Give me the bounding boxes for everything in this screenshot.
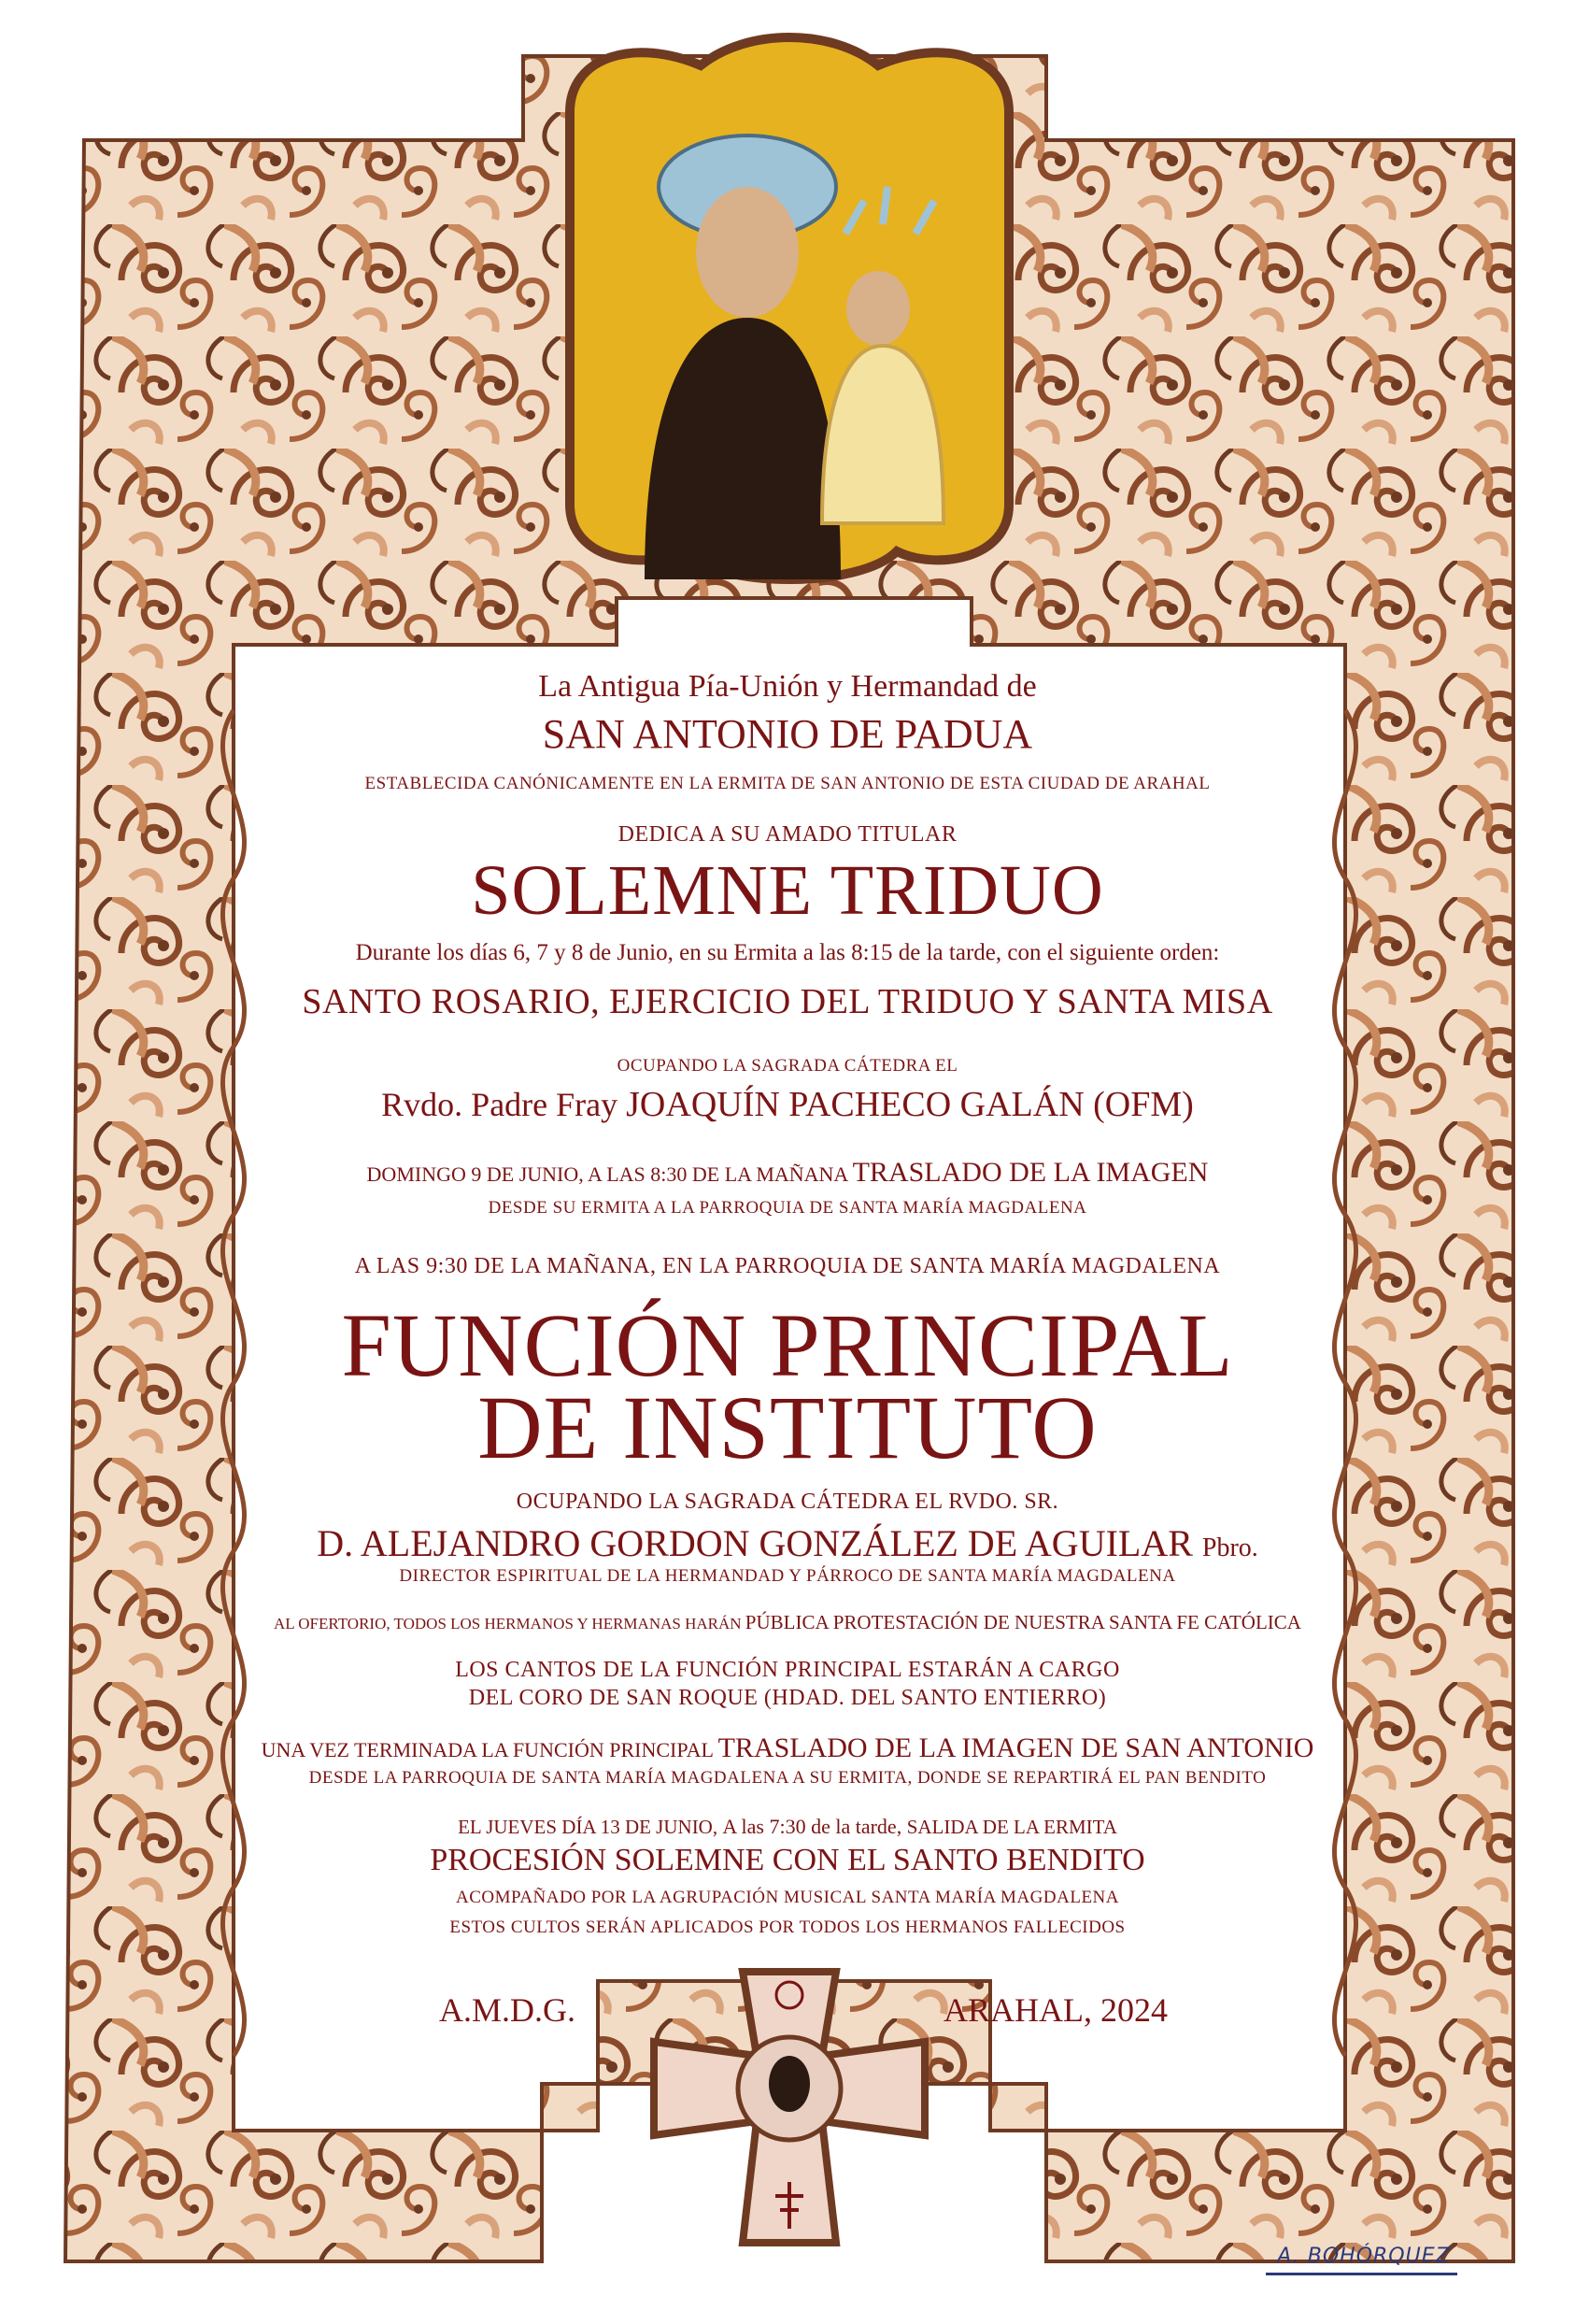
choir-line2: DEL CORO DE SAN ROQUE (HDAD. DEL SANTO ENTIERRO) <box>468 1686 1107 1710</box>
triduo-order: SANTO ROSARIO, EJERCICIO DEL TRIDUO Y SANTA MISA <box>302 982 1273 1021</box>
dedication-line: DEDICA A SU AMADO TITULAR <box>617 822 958 847</box>
funcion-preacher-role: DIRECTOR ESPIRITUAL DE LA HERMANDAD Y PÁRROCO DE SANTA MARÍA MAGDALENA <box>399 1566 1176 1586</box>
preacher-name: JOAQUÍN PACHECO GALÁN (OFM) <box>626 1085 1194 1124</box>
funcion-title-line2: DE INSTITUTO <box>477 1377 1098 1477</box>
saint-anthony-medallion <box>570 37 1009 579</box>
offertory-line <box>0 1611 1575 1634</box>
funcion-preacher-suffix: Pbro. <box>1201 1533 1258 1562</box>
triduo-preacher-intro: OCUPANDO LA SAGRADA CÁTEDRA EL <box>617 1056 958 1076</box>
procession-dedication: ESTOS CULTOS SERÁN APLICADOS POR TODOS LOS HERMANOS FALLECIDOS <box>449 1918 1126 1937</box>
funcion-preacher-name: D. ALEJANDRO GORDON GONZÁLEZ DE AGUILAR <box>317 1522 1202 1564</box>
return-route: DESDE LA PARROQUIA DE SANTA MARÍA MAGDALENA A SU ERMITA, DONDE SE REPARTIRÁ EL PAN BENDITO <box>308 1768 1267 1788</box>
brotherhood-name: SAN ANTONIO DE PADUA <box>542 711 1033 757</box>
establishment-note: ESTABLECIDA CANÓNICAMENTE EN LA ERMITA DE SAN ANTONIO DE ESTA CIUDAD DE ARAHAL <box>364 774 1211 793</box>
header-line: La Antigua Pía-Unión y Hermandad de <box>538 669 1037 704</box>
triduo-preacher <box>0 1084 1575 1125</box>
triduo-schedule: Durante los días 6, 7 y 8 de Junio, en su Ermita a las 8:15 de la tarde, con el siguiente orden: <box>355 940 1220 965</box>
procession-date-b: A las 7:30 de la tarde, <box>722 1815 907 1838</box>
offertory-b: PÚBLICA PROTESTACIÓN DE NUESTRA SANTA FE CATÓLICA <box>745 1611 1301 1633</box>
return-b: TRASLADO DE LA IMAGEN DE SAN ANTONIO <box>717 1732 1314 1763</box>
transfer-date: DOMINGO 9 DE JUNIO, A LAS 8:30 DE LA MAÑANA <box>366 1162 853 1186</box>
choir-line1: LOS CANTOS DE LA FUNCIÓN PRINCIPAL ESTARÁN A CARGO <box>455 1658 1120 1682</box>
transfer-route: DESDE SU ERMITA A LA PARROQUIA DE SANTA MARÍA MAGDALENA <box>488 1198 1087 1218</box>
signature-underline <box>1266 2273 1457 2275</box>
procession-date <box>0 1815 1575 1839</box>
procession-date-a: EL JUEVES DÍA 13 DE JUNIO, <box>458 1816 723 1838</box>
funcion-title-line1: FUNCIÓN PRINCIPAL <box>341 1295 1234 1395</box>
place-year: ARAHAL, 2024 <box>944 1991 1168 2029</box>
funcion-preacher <box>0 1521 1575 1565</box>
artist-signature: A. BOHÓRQUEZ <box>1277 2245 1451 2268</box>
motto: A.M.D.G. <box>439 1991 576 2029</box>
procession-date-c: SALIDA DE LA ERMITA <box>906 1816 1117 1838</box>
procession-music: ACOMPAÑADO POR LA AGRUPACIÓN MUSICAL SANTA MARÍA MAGDALENA <box>456 1888 1119 1907</box>
transfer-line <box>0 1157 1575 1189</box>
triduo-title: SOLEMNE TRIDUO <box>471 851 1104 930</box>
funcion-preacher-intro: OCUPANDO LA SAGRADA CÁTEDRA EL RVDO. SR. <box>516 1490 1059 1514</box>
return-line <box>0 1732 1575 1764</box>
transfer-event: TRASLADO DE LA IMAGEN <box>852 1157 1209 1188</box>
offertory-a: AL OFERTORIO, TODOS LOS HERMANOS Y HERMANAS HARÁN <box>274 1615 745 1633</box>
preacher-title: Rvdo. Padre Fray <box>381 1086 627 1123</box>
funcion-time: A LAS 9:30 DE LA MAÑANA, EN LA PARROQUIA DE SANTA MARÍA MAGDALENA <box>354 1254 1221 1278</box>
procession-title: PROCESIÓN SOLEMNE CON EL SANTO BENDITO <box>430 1843 1145 1877</box>
return-a: UNA VEZ TERMINADA LA FUNCIÓN PRINCIPAL <box>261 1738 718 1761</box>
